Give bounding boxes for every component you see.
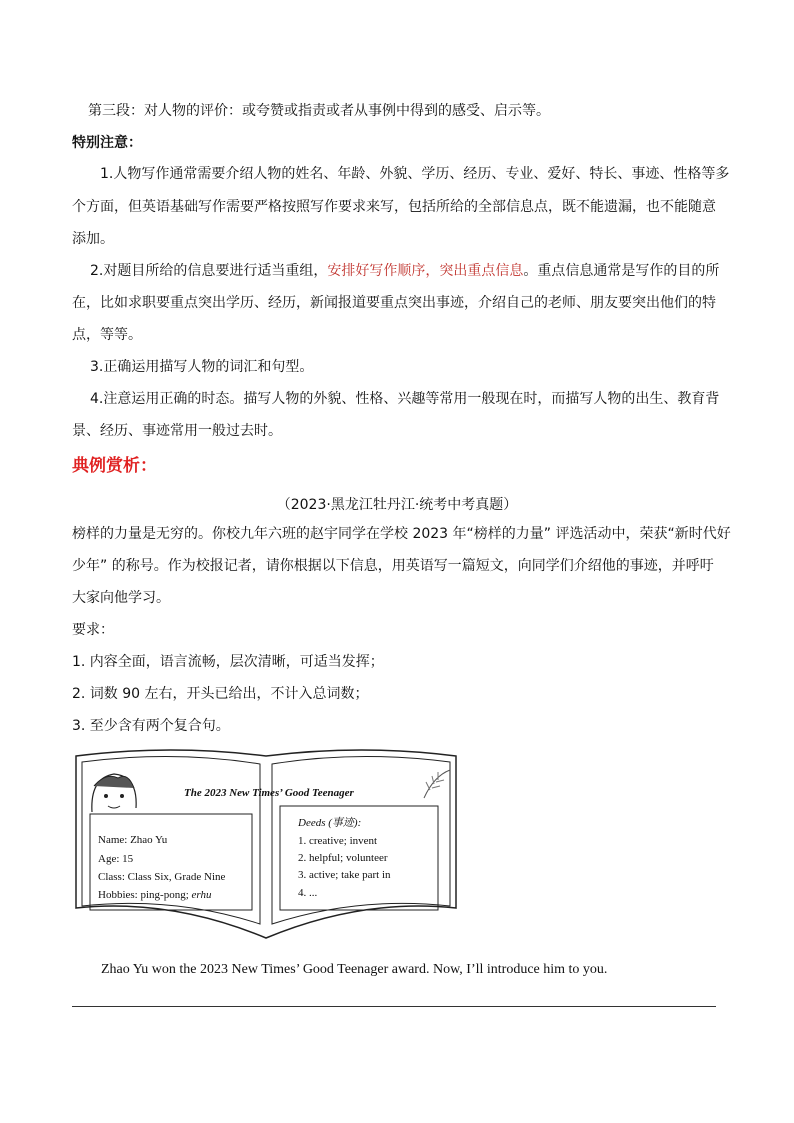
note-2-line-3: 点，等等。: [72, 327, 142, 343]
answer-rule: [72, 1006, 716, 1007]
prompt-line-2: 少年” 的称号。作为校报记者，请你根据以下信息，用英语写一篇短文，向同学们介绍他的事迹，并呼吁: [72, 558, 714, 574]
notes-title: 特别注意：: [72, 135, 142, 151]
requirement-1: 1. 内容全面，语言流畅，层次清晰，可适当发挥；: [72, 654, 384, 670]
deed-1: 1. creative; invent: [298, 835, 378, 847]
opening-sentence: Zhao Yu won the 2023 New Times’ Good Teenager award. Now, I’ll introduce him to you.: [101, 962, 608, 977]
section3-line: 第三段：对人物的评价：或夸赞或指责或者从事例中得到的感受、启示等。: [88, 103, 550, 119]
note-2-line-2: 在，比如求职要重点突出学历、经历，新闻报道要重点突出事迹，介绍自己的老师、朋友要突出他们的特: [72, 295, 716, 311]
card-hobbies-prefix: Hobbies: ping-pong;: [98, 889, 192, 901]
note-2-text-b: 。重点信息通常是写作的目的所: [523, 263, 720, 279]
card-hobbies: [98, 889, 212, 901]
example-title: 典例赏析：: [72, 456, 157, 476]
deed-4: 4. ...: [298, 887, 318, 899]
note-4-line-1: 4.注意运用正确的时态。描写人物的外貌、性格、兴趣等常用一般现在时，而描写人物的出生、教育背: [90, 391, 720, 407]
note-1-line-2: 个方面，但英语基础写作需要严格按照写作要求来写，包括所给的全部信息点，既不能遗漏，也不能随意: [72, 199, 716, 215]
note-2-text-a: 2.对题目所给的信息要进行适当重组，: [90, 263, 328, 279]
note-2-highlight: 安排好写作顺序，突出重点信息: [327, 263, 524, 279]
card-title: The 2023 New Times’ Good Teenager: [184, 787, 354, 799]
note-3: 3.正确运用描写人物的词汇和句型。: [90, 359, 314, 375]
info-card-illustration: [70, 748, 462, 944]
card-class: Class: Class Six, Grade Nine: [98, 871, 226, 883]
note-1-line-3: 添加。: [72, 231, 114, 247]
note-1-line-1: 1.人物写作通常需要介绍人物的姓名、年龄、外貌、学历、经历、专业、爱好、特长、事迹、性格等多: [100, 166, 730, 182]
requirement-2: 2. 词数 90 左右，开头已给出，不计入总词数；: [72, 686, 369, 702]
requirements-title: 要求：: [72, 622, 114, 638]
deeds-title: Deeds (事迹):: [298, 817, 362, 829]
note-4-line-2: 景、经历、事迹常用一般过去时。: [72, 423, 282, 439]
prompt-line-1: 榜样的力量是无穷的。你校九年六班的赵宇同学在学校 2023 年“榜样的力量” 评选活动中，荣获“新时代好: [72, 526, 731, 542]
card-hobbies-italic: erhu: [191, 889, 212, 901]
card-name: Name: Zhao Yu: [98, 834, 168, 846]
source-line: （2023·黑龙江牡丹江·统考中考真题）: [276, 497, 518, 513]
deed-3: 3. active; take part in: [298, 869, 391, 881]
requirement-3: 3. 至少含有两个复合句。: [72, 718, 230, 734]
prompt-line-3: 大家向他学习。: [72, 590, 170, 606]
note-2-line-1: [90, 261, 740, 281]
card-age: Age: 15: [98, 853, 134, 865]
deed-2: 2. helpful; volunteer: [298, 852, 388, 864]
